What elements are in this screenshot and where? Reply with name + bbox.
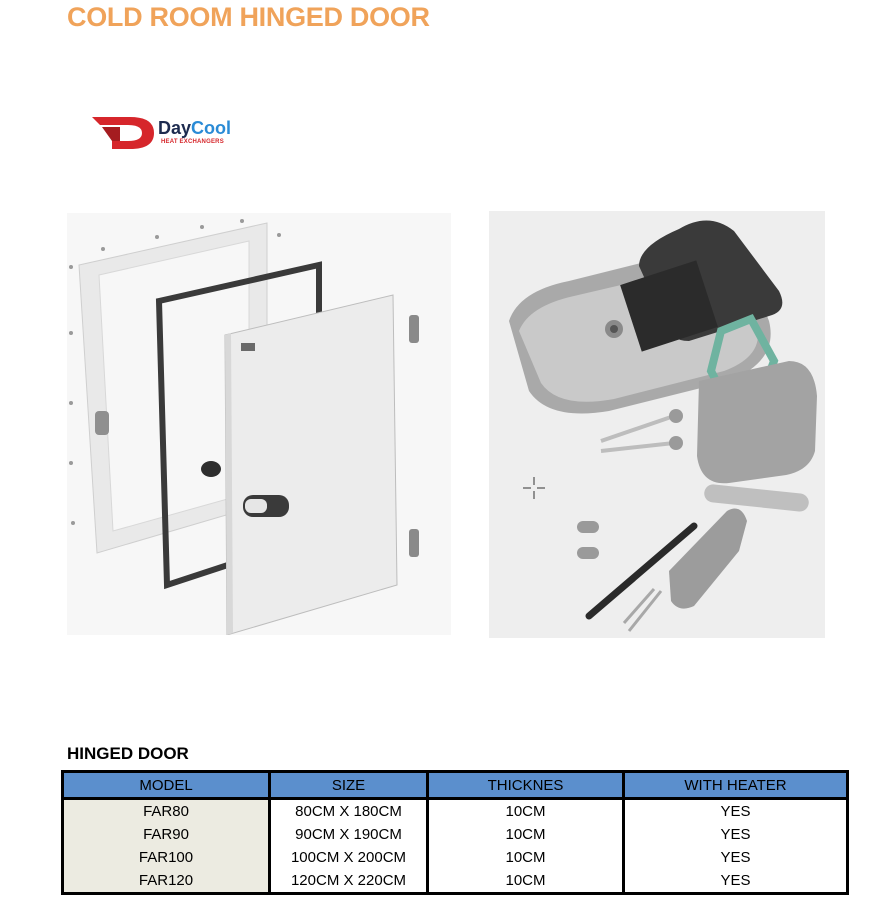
- cell-heater: YES: [720, 872, 751, 889]
- cell-size: 120CM X 220CM: [271, 869, 429, 892]
- cell-heater: YES: [720, 849, 751, 866]
- daycool-d-icon: [90, 114, 160, 152]
- cell-model: FAR120: [64, 869, 271, 892]
- logo-wordmark: [158, 118, 231, 139]
- cell-size: 80CM X 180CM: [271, 800, 429, 823]
- cell-heater: YES: [720, 826, 751, 843]
- cell-thickness: 10CM: [429, 846, 625, 869]
- door-hardware-image: [489, 211, 825, 638]
- table-row: [64, 800, 846, 823]
- cell-heater: YES: [720, 803, 751, 820]
- exploded-door-image: [67, 213, 451, 635]
- table-header-row: [64, 773, 846, 800]
- table-row: [64, 846, 846, 869]
- logo-word-cool: Cool: [191, 118, 232, 138]
- cell-thickness: 10CM: [429, 869, 625, 892]
- page-title: COLD ROOM HINGED DOOR: [67, 2, 430, 32]
- column-header-size: SIZE: [271, 773, 429, 800]
- specifications-table: [61, 770, 849, 895]
- column-header-thickness: THICKNES: [429, 773, 625, 800]
- table-row: [64, 869, 846, 892]
- section-heading: HINGED DOOR: [67, 744, 189, 763]
- cell-model: FAR90: [64, 823, 271, 846]
- table-row: [64, 823, 846, 846]
- logo-word-day: Day: [158, 118, 192, 138]
- cell-size: 90CM X 190CM: [271, 823, 429, 846]
- cell-model: FAR80: [64, 800, 271, 823]
- cell-model: FAR100: [64, 846, 271, 869]
- cell-thickness: 10CM: [429, 800, 625, 823]
- logo-tagline: HEAT EXCHANGERS: [161, 139, 224, 145]
- cell-thickness: 10CM: [429, 823, 625, 846]
- cell-size: 100CM X 200CM: [271, 846, 429, 869]
- column-header-model: MODEL: [64, 773, 271, 800]
- column-header-heater: WITH HEATER: [625, 773, 846, 800]
- daycool-logo: [90, 114, 280, 154]
